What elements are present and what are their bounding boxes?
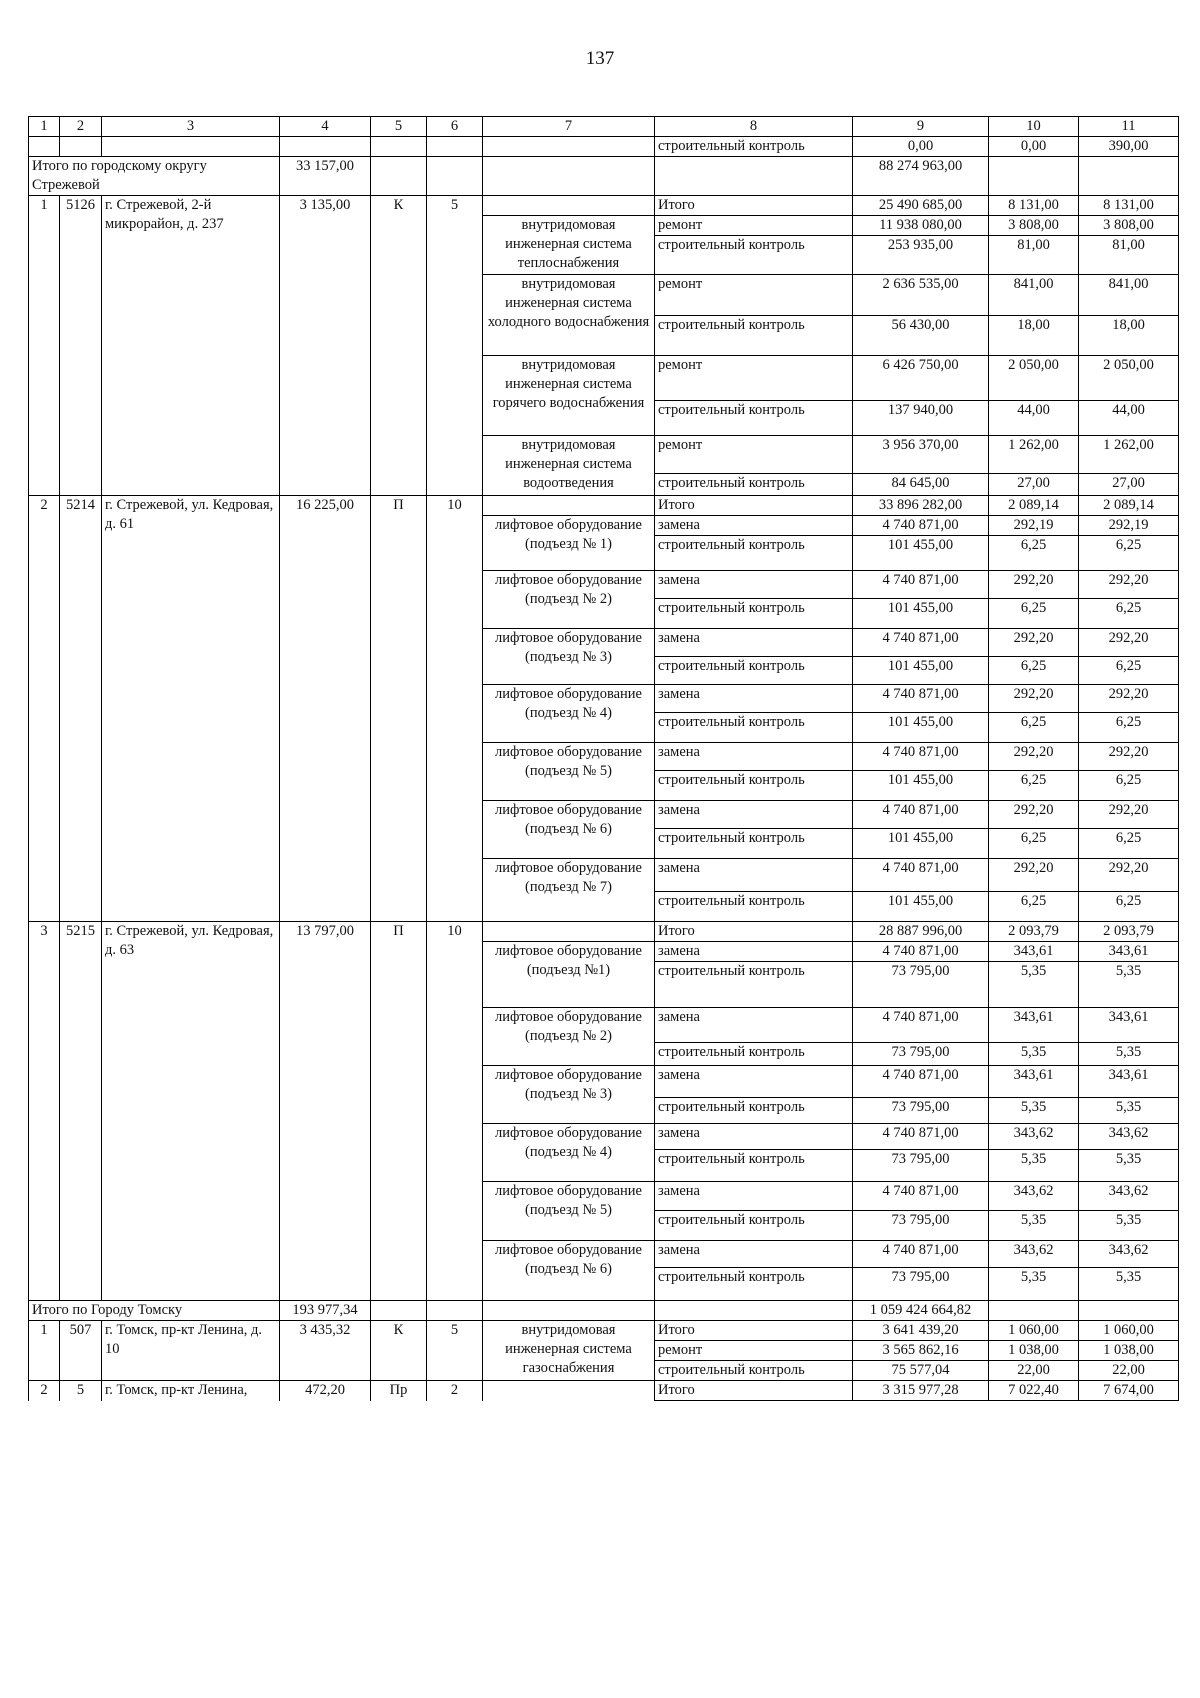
work-type: строительный контроль bbox=[655, 137, 853, 157]
cost: 101 455,00 bbox=[853, 829, 989, 859]
object-address: г. Стрежевой, ул. Кедровая, д. 63 bbox=[102, 922, 280, 1301]
cost: 101 455,00 bbox=[853, 892, 989, 922]
empty-cell bbox=[483, 137, 655, 157]
object-code: 5 bbox=[60, 1381, 102, 1401]
total-specific-cost: 7 022,40 bbox=[989, 1381, 1079, 1401]
specific-cost: 343,62 bbox=[989, 1241, 1079, 1268]
system-name: лифтовое оборудование (подъезд № 3) bbox=[483, 629, 655, 685]
limit-cost: 343,62 bbox=[1079, 1182, 1179, 1211]
object-code: 5214 bbox=[60, 496, 102, 922]
cost: 101 455,00 bbox=[853, 599, 989, 629]
column-number: 9 bbox=[853, 117, 989, 137]
system-name: лифтовое оборудование (подъезд №1) bbox=[483, 942, 655, 1008]
object-wall-type: Пр bbox=[371, 1381, 427, 1401]
object-number: 1 bbox=[29, 1321, 60, 1381]
empty-cell bbox=[655, 1301, 853, 1321]
cost: 4 740 871,00 bbox=[853, 801, 989, 829]
specific-cost: 1 262,00 bbox=[989, 436, 1079, 474]
cost: 73 795,00 bbox=[853, 1268, 989, 1301]
object-address: г. Стрежевой, 2-й микрорайон, д. 237 bbox=[102, 196, 280, 496]
cost: 4 740 871,00 bbox=[853, 1124, 989, 1150]
city-total-area: 193 977,34 bbox=[280, 1301, 371, 1321]
empty-cell bbox=[1079, 1301, 1179, 1321]
limit-cost: 6,25 bbox=[1079, 892, 1179, 922]
cost: 4 740 871,00 bbox=[853, 629, 989, 657]
object-area: 16 225,00 bbox=[280, 496, 371, 922]
work-type: строительный контроль bbox=[655, 892, 853, 922]
empty-cell bbox=[60, 137, 102, 157]
work-type: замена bbox=[655, 516, 853, 536]
work-type: строительный контроль bbox=[655, 1361, 853, 1381]
specific-cost: 292,19 bbox=[989, 516, 1079, 536]
specific-cost: 6,25 bbox=[989, 713, 1079, 743]
specific-cost: 292,20 bbox=[989, 629, 1079, 657]
district-total-cost: 88 274 963,00 bbox=[853, 157, 989, 196]
column-number: 2 bbox=[60, 117, 102, 137]
empty-cell bbox=[483, 1381, 655, 1401]
cost: 101 455,00 bbox=[853, 536, 989, 571]
limit-cost: 343,61 bbox=[1079, 942, 1179, 962]
object-total-row bbox=[29, 496, 1179, 516]
empty-cell bbox=[427, 1301, 483, 1321]
empty-cell bbox=[371, 157, 427, 196]
object-total-row bbox=[29, 1381, 1179, 1401]
empty-cell bbox=[280, 137, 371, 157]
total-cost: 28 887 996,00 bbox=[853, 922, 989, 942]
empty-cell bbox=[427, 137, 483, 157]
cost: 4 740 871,00 bbox=[853, 859, 989, 892]
cost: 4 740 871,00 bbox=[853, 942, 989, 962]
specific-cost: 5,35 bbox=[989, 962, 1079, 1008]
work-type: Итого bbox=[655, 1321, 853, 1341]
column-number: 8 bbox=[655, 117, 853, 137]
work-type: строительный контроль bbox=[655, 236, 853, 275]
system-name: лифтовое оборудование (подъезд № 6) bbox=[483, 801, 655, 859]
work-type: замена bbox=[655, 1241, 853, 1268]
limit-cost: 292,19 bbox=[1079, 516, 1179, 536]
cost: 4 740 871,00 bbox=[853, 743, 989, 771]
limit-cost: 27,00 bbox=[1079, 474, 1179, 496]
limit-cost: 44,00 bbox=[1079, 401, 1179, 436]
specific-cost: 0,00 bbox=[989, 137, 1079, 157]
specific-cost: 6,25 bbox=[989, 657, 1079, 685]
specific-cost: 6,25 bbox=[989, 536, 1079, 571]
system-name: лифтовое оборудование (подъезд № 5) bbox=[483, 1182, 655, 1241]
specific-cost: 5,35 bbox=[989, 1211, 1079, 1241]
limit-cost: 292,20 bbox=[1079, 685, 1179, 713]
work-type: ремонт bbox=[655, 1341, 853, 1361]
empty-cell bbox=[1079, 157, 1179, 196]
total-limit-cost: 2 089,14 bbox=[1079, 496, 1179, 516]
total-limit-cost: 2 093,79 bbox=[1079, 922, 1179, 942]
object-address: г. Стрежевой, ул. Кедровая, д. 61 bbox=[102, 496, 280, 922]
specific-cost: 3 808,00 bbox=[989, 216, 1079, 236]
total-limit-cost: 7 674,00 bbox=[1079, 1381, 1179, 1401]
city-total-row bbox=[29, 1301, 1179, 1321]
object-area: 3 135,00 bbox=[280, 196, 371, 496]
total-limit-cost: 8 131,00 bbox=[1079, 196, 1179, 216]
specific-cost: 5,35 bbox=[989, 1043, 1079, 1066]
cost: 137 940,00 bbox=[853, 401, 989, 436]
work-type: замена bbox=[655, 1124, 853, 1150]
system-name: внутридомовая инженерная система холодного водоснабжения bbox=[483, 275, 655, 356]
cost: 4 740 871,00 bbox=[853, 571, 989, 599]
specific-cost: 841,00 bbox=[989, 275, 1079, 316]
cost: 75 577,04 bbox=[853, 1361, 989, 1381]
work-type: ремонт bbox=[655, 436, 853, 474]
work-type: строительный контроль bbox=[655, 599, 853, 629]
specific-cost: 6,25 bbox=[989, 771, 1079, 801]
work-type: строительный контроль bbox=[655, 1043, 853, 1066]
object-floors: 10 bbox=[427, 496, 483, 922]
work-type: замена bbox=[655, 1008, 853, 1043]
district-total-area: 33 157,00 bbox=[280, 157, 371, 196]
specific-cost: 343,61 bbox=[989, 1008, 1079, 1043]
cost: 101 455,00 bbox=[853, 657, 989, 685]
work-type: замена bbox=[655, 685, 853, 713]
object-area: 13 797,00 bbox=[280, 922, 371, 1301]
cost: 73 795,00 bbox=[853, 1043, 989, 1066]
cost: 11 938 080,00 bbox=[853, 216, 989, 236]
system-name: внутридомовая инженерная система горячего водоснабжения bbox=[483, 356, 655, 436]
specific-cost: 292,20 bbox=[989, 685, 1079, 713]
object-floors: 5 bbox=[427, 1321, 483, 1381]
work-type: замена bbox=[655, 1182, 853, 1211]
column-number: 10 bbox=[989, 117, 1079, 137]
work-type: строительный контроль bbox=[655, 657, 853, 685]
work-type: строительный контроль bbox=[655, 1098, 853, 1124]
limit-cost: 81,00 bbox=[1079, 236, 1179, 275]
cost: 253 935,00 bbox=[853, 236, 989, 275]
empty-cell bbox=[483, 196, 655, 216]
specific-cost: 343,62 bbox=[989, 1124, 1079, 1150]
specific-cost: 343,62 bbox=[989, 1182, 1079, 1211]
specific-cost: 292,20 bbox=[989, 743, 1079, 771]
cost: 4 740 871,00 bbox=[853, 516, 989, 536]
system-name: лифтовое оборудование (подъезд № 3) bbox=[483, 1066, 655, 1124]
work-type: ремонт bbox=[655, 216, 853, 236]
work-type: замена bbox=[655, 1066, 853, 1098]
limit-cost: 3 808,00 bbox=[1079, 216, 1179, 236]
system-name: внутридомовая инженерная система газоснабжения bbox=[483, 1321, 655, 1381]
column-number: 1 bbox=[29, 117, 60, 137]
limit-cost: 6,25 bbox=[1079, 536, 1179, 571]
work-type: замена bbox=[655, 629, 853, 657]
district-total-label: Итого по городскому округу Стрежевой bbox=[29, 157, 280, 196]
cost: 101 455,00 bbox=[853, 713, 989, 743]
object-wall-type: К bbox=[371, 1321, 427, 1381]
cost: 73 795,00 bbox=[853, 1098, 989, 1124]
specific-cost: 5,35 bbox=[989, 1150, 1079, 1182]
capital-repair-table bbox=[28, 116, 1179, 1401]
cost: 4 740 871,00 bbox=[853, 1182, 989, 1211]
system-name: лифтовое оборудование (подъезд № 4) bbox=[483, 685, 655, 743]
work-type: строительный контроль bbox=[655, 316, 853, 356]
total-cost: 3 641 439,20 bbox=[853, 1321, 989, 1341]
work-type: строительный контроль bbox=[655, 829, 853, 859]
limit-cost: 6,25 bbox=[1079, 829, 1179, 859]
object-total-row bbox=[29, 1321, 1179, 1341]
limit-cost: 1 262,00 bbox=[1079, 436, 1179, 474]
object-number: 2 bbox=[29, 496, 60, 922]
work-type: строительный контроль bbox=[655, 962, 853, 1008]
specific-cost: 2 050,00 bbox=[989, 356, 1079, 401]
work-type: строительный контроль bbox=[655, 401, 853, 436]
work-type: замена bbox=[655, 571, 853, 599]
cost: 3 956 370,00 bbox=[853, 436, 989, 474]
limit-cost: 343,61 bbox=[1079, 1008, 1179, 1043]
limit-cost: 5,35 bbox=[1079, 1098, 1179, 1124]
total-cost: 33 896 282,00 bbox=[853, 496, 989, 516]
empty-cell bbox=[29, 137, 60, 157]
empty-cell bbox=[989, 157, 1079, 196]
object-code: 5126 bbox=[60, 196, 102, 496]
object-code: 507 bbox=[60, 1321, 102, 1381]
total-cost: 3 315 977,28 bbox=[853, 1381, 989, 1401]
limit-cost: 2 050,00 bbox=[1079, 356, 1179, 401]
specific-cost: 22,00 bbox=[989, 1361, 1079, 1381]
object-wall-type: П bbox=[371, 922, 427, 1301]
limit-cost: 292,20 bbox=[1079, 859, 1179, 892]
system-name: лифтовое оборудование (подъезд № 2) bbox=[483, 1008, 655, 1066]
specific-cost: 6,25 bbox=[989, 829, 1079, 859]
column-number: 4 bbox=[280, 117, 371, 137]
work-type: строительный контроль bbox=[655, 1211, 853, 1241]
empty-cell bbox=[989, 1301, 1079, 1321]
cost: 4 740 871,00 bbox=[853, 685, 989, 713]
object-number: 3 bbox=[29, 922, 60, 1301]
specific-cost: 27,00 bbox=[989, 474, 1079, 496]
limit-cost: 1 038,00 bbox=[1079, 1341, 1179, 1361]
limit-cost: 5,35 bbox=[1079, 1268, 1179, 1301]
work-type: ремонт bbox=[655, 275, 853, 316]
limit-cost: 6,25 bbox=[1079, 657, 1179, 685]
column-number: 7 bbox=[483, 117, 655, 137]
limit-cost: 5,35 bbox=[1079, 1150, 1179, 1182]
empty-cell bbox=[483, 157, 655, 196]
limit-cost: 292,20 bbox=[1079, 743, 1179, 771]
specific-cost: 18,00 bbox=[989, 316, 1079, 356]
total-specific-cost: 2 089,14 bbox=[989, 496, 1079, 516]
system-name: лифтовое оборудование (подъезд № 4) bbox=[483, 1124, 655, 1182]
specific-cost: 81,00 bbox=[989, 236, 1079, 275]
total-specific-cost: 2 093,79 bbox=[989, 922, 1079, 942]
specific-cost: 1 038,00 bbox=[989, 1341, 1079, 1361]
system-name: лифтовое оборудование (подъезд № 1) bbox=[483, 516, 655, 571]
limit-cost: 841,00 bbox=[1079, 275, 1179, 316]
system-name: внутридомовая инженерная система теплоснабжения bbox=[483, 216, 655, 275]
total-limit-cost: 1 060,00 bbox=[1079, 1321, 1179, 1341]
limit-cost: 6,25 bbox=[1079, 599, 1179, 629]
column-number: 6 bbox=[427, 117, 483, 137]
empty-cell bbox=[371, 1301, 427, 1321]
column-number: 11 bbox=[1079, 117, 1179, 137]
work-type: строительный контроль bbox=[655, 713, 853, 743]
specific-cost: 343,61 bbox=[989, 1066, 1079, 1098]
cost: 73 795,00 bbox=[853, 962, 989, 1008]
cost: 4 740 871,00 bbox=[853, 1241, 989, 1268]
limit-cost: 343,62 bbox=[1079, 1241, 1179, 1268]
cost: 4 740 871,00 bbox=[853, 1008, 989, 1043]
column-number-row bbox=[29, 117, 1179, 137]
specific-cost: 292,20 bbox=[989, 801, 1079, 829]
system-name: внутридомовая инженерная система водоотведения bbox=[483, 436, 655, 496]
empty-cell bbox=[483, 1301, 655, 1321]
district-total-row bbox=[29, 157, 1179, 196]
work-type: замена bbox=[655, 801, 853, 829]
work-type: Итого bbox=[655, 922, 853, 942]
continuation-row bbox=[29, 137, 1179, 157]
limit-cost: 18,00 bbox=[1079, 316, 1179, 356]
empty-cell bbox=[483, 496, 655, 516]
cost: 101 455,00 bbox=[853, 771, 989, 801]
cost: 6 426 750,00 bbox=[853, 356, 989, 401]
column-number: 3 bbox=[102, 117, 280, 137]
work-type: Итого bbox=[655, 1381, 853, 1401]
limit-cost: 5,35 bbox=[1079, 962, 1179, 1008]
object-address: г. Томск, пр-кт Ленина, bbox=[102, 1381, 280, 1401]
cost: 84 645,00 bbox=[853, 474, 989, 496]
object-floors: 2 bbox=[427, 1381, 483, 1401]
cost: 3 565 862,16 bbox=[853, 1341, 989, 1361]
system-name: лифтовое оборудование (подъезд № 6) bbox=[483, 1241, 655, 1301]
limit-cost: 292,20 bbox=[1079, 629, 1179, 657]
limit-cost: 343,61 bbox=[1079, 1066, 1179, 1098]
specific-cost: 292,20 bbox=[989, 571, 1079, 599]
object-wall-type: К bbox=[371, 196, 427, 496]
object-wall-type: П bbox=[371, 496, 427, 922]
cost: 4 740 871,00 bbox=[853, 1066, 989, 1098]
limit-cost: 6,25 bbox=[1079, 713, 1179, 743]
city-total-cost: 1 059 424 664,82 bbox=[853, 1301, 989, 1321]
specific-cost: 292,20 bbox=[989, 859, 1079, 892]
object-area: 472,20 bbox=[280, 1381, 371, 1401]
specific-cost: 6,25 bbox=[989, 892, 1079, 922]
limit-cost: 292,20 bbox=[1079, 571, 1179, 599]
object-floors: 5 bbox=[427, 196, 483, 496]
column-number: 5 bbox=[371, 117, 427, 137]
work-type: строительный контроль bbox=[655, 474, 853, 496]
cost: 73 795,00 bbox=[853, 1211, 989, 1241]
page-number: 137 bbox=[585, 48, 615, 69]
specific-cost: 6,25 bbox=[989, 599, 1079, 629]
specific-cost: 5,35 bbox=[989, 1098, 1079, 1124]
work-type: Итого bbox=[655, 196, 853, 216]
specific-cost: 5,35 bbox=[989, 1268, 1079, 1301]
work-type: Итого bbox=[655, 496, 853, 516]
work-type: строительный контроль bbox=[655, 771, 853, 801]
limit-cost: 343,62 bbox=[1079, 1124, 1179, 1150]
object-total-row bbox=[29, 922, 1179, 942]
object-number: 1 bbox=[29, 196, 60, 496]
work-type: строительный контроль bbox=[655, 1150, 853, 1182]
work-type: замена bbox=[655, 942, 853, 962]
total-specific-cost: 8 131,00 bbox=[989, 196, 1079, 216]
work-type: строительный контроль bbox=[655, 536, 853, 571]
cost: 56 430,00 bbox=[853, 316, 989, 356]
empty-cell bbox=[483, 922, 655, 942]
object-total-row bbox=[29, 196, 1179, 216]
specific-cost: 44,00 bbox=[989, 401, 1079, 436]
object-number: 2 bbox=[29, 1381, 60, 1401]
work-type: строительный контроль bbox=[655, 1268, 853, 1301]
limit-cost: 6,25 bbox=[1079, 771, 1179, 801]
cost: 0,00 bbox=[853, 137, 989, 157]
object-address: г. Томск, пр-кт Ленина, д. 10 bbox=[102, 1321, 280, 1381]
limit-cost: 5,35 bbox=[1079, 1211, 1179, 1241]
empty-cell bbox=[427, 157, 483, 196]
work-type: ремонт bbox=[655, 356, 853, 401]
system-name: лифтовое оборудование (подъезд № 5) bbox=[483, 743, 655, 801]
limit-cost: 292,20 bbox=[1079, 801, 1179, 829]
cost: 73 795,00 bbox=[853, 1150, 989, 1182]
object-code: 5215 bbox=[60, 922, 102, 1301]
total-cost: 25 490 685,00 bbox=[853, 196, 989, 216]
object-floors: 10 bbox=[427, 922, 483, 1301]
work-type: замена bbox=[655, 859, 853, 892]
object-area: 3 435,32 bbox=[280, 1321, 371, 1381]
system-name: лифтовое оборудование (подъезд № 7) bbox=[483, 859, 655, 922]
empty-cell bbox=[655, 157, 853, 196]
limit-cost: 22,00 bbox=[1079, 1361, 1179, 1381]
limit-cost: 5,35 bbox=[1079, 1043, 1179, 1066]
city-total-label: Итого по Городу Томску bbox=[29, 1301, 280, 1321]
empty-cell bbox=[102, 137, 280, 157]
total-specific-cost: 1 060,00 bbox=[989, 1321, 1079, 1341]
cost: 2 636 535,00 bbox=[853, 275, 989, 316]
empty-cell bbox=[371, 137, 427, 157]
work-type: замена bbox=[655, 743, 853, 771]
limit-cost: 390,00 bbox=[1079, 137, 1179, 157]
specific-cost: 343,61 bbox=[989, 942, 1079, 962]
system-name: лифтовое оборудование (подъезд № 2) bbox=[483, 571, 655, 629]
